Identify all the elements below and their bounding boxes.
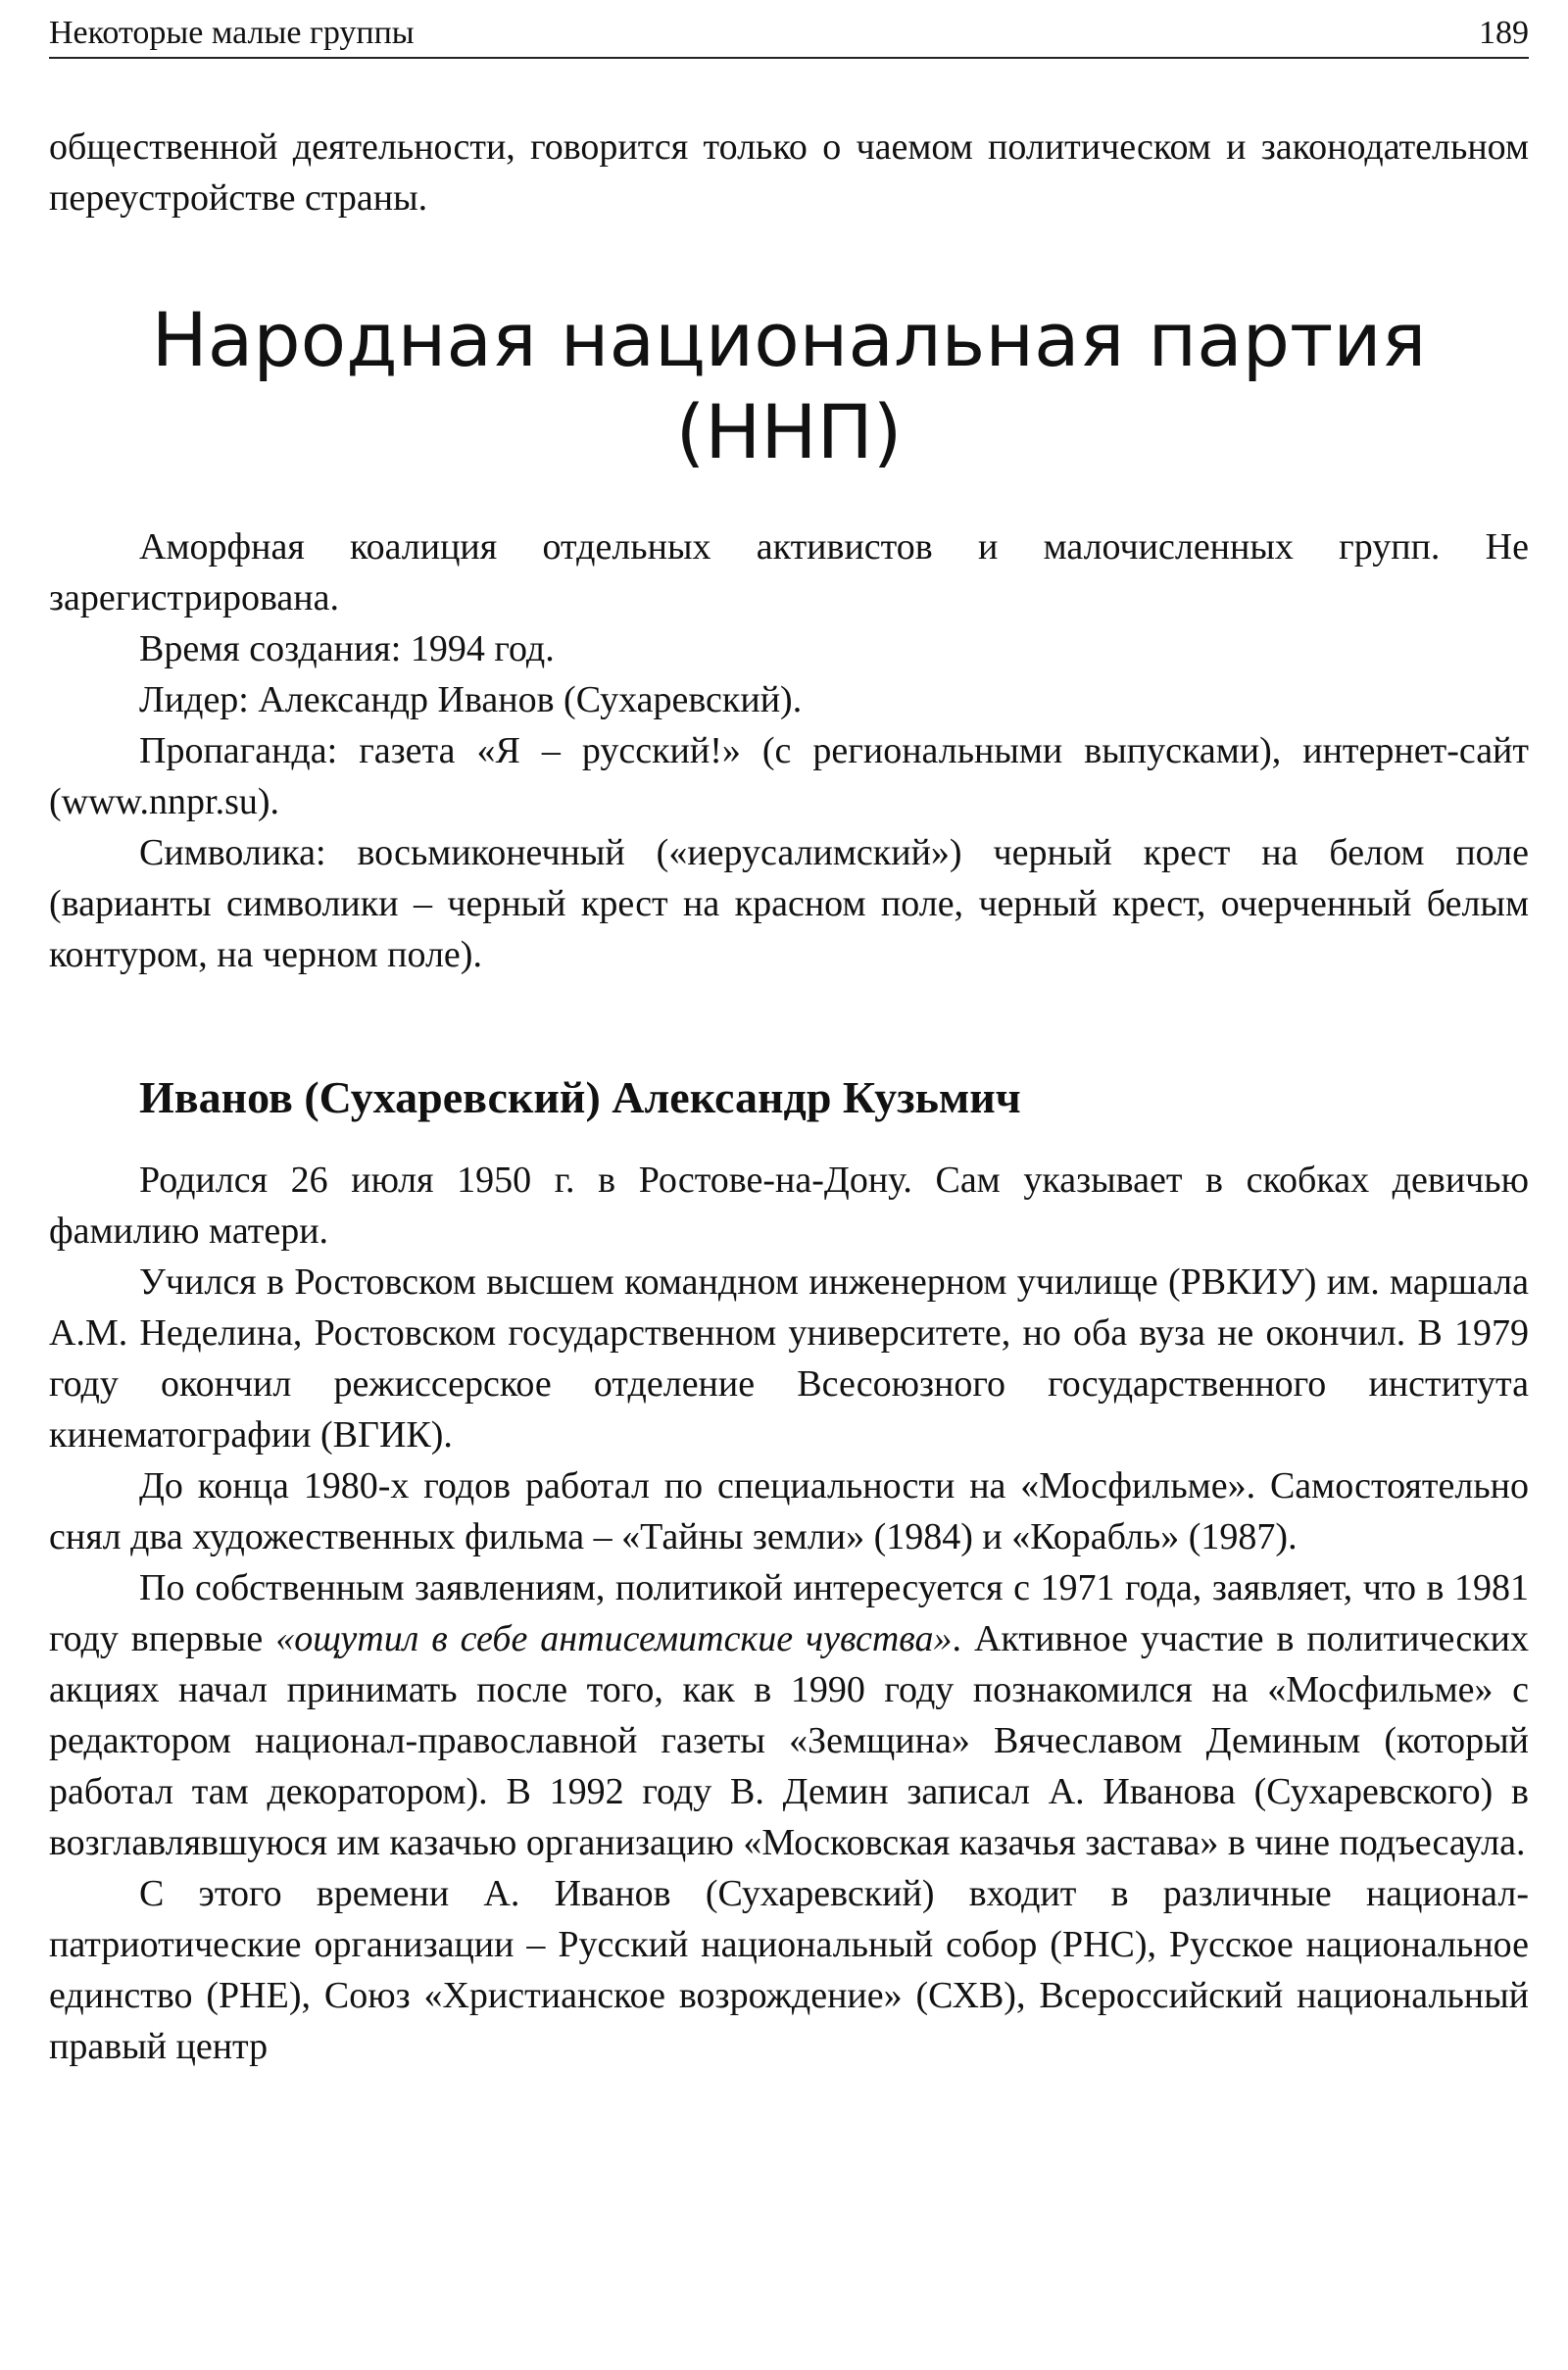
section-title: [49, 294, 1529, 478]
party-paragraph-founded: Время создания: 1994 год.: [139, 628, 555, 669]
party-paragraph-propaganda: Пропаганда: газета «Я – русский!» (с региональными выпусками), интернет-сайт (www.nnpr.su).: [49, 730, 1529, 822]
party-paragraph-symbolism: Символика: восьмиконечный («иерусалимский») черный крест на белом поле (варианты символики – черный крест на красном поле, черный крест, очерченный белым контуром, на черном поле).: [49, 832, 1529, 975]
running-header: [49, 10, 1529, 59]
bio-politics-text-end: . Активное участие в политических акциях начал принимать после того, как в 1990 году познакомился на «Мосфильме» с редактором национал-православной газеты «Земщина» Вячеславом Деминым (который работал там декоратором). В 1992 году В. Демин записал А. Иванова (Сухаревского) в возглавлявшуюся им казачью организацию «Московская казачья застава» в чине подъесаула.: [49, 1618, 1529, 1863]
person-heading: Иванов (Сухаревский) Александр Кузьмич: [139, 1072, 1021, 1122]
running-title: Некоторые малые группы: [49, 15, 415, 51]
intro-paragraph: общественной деятельности, говорится только о чаемом политическом и законодательном переустройстве страны.: [49, 126, 1529, 219]
bio-paragraph-birth: Родился 26 июля 1950 г. в Ростове-на-Дону. Сам указывает в скобках девичью фамилию матери.: [49, 1160, 1529, 1252]
section-title-line1: Народная национальная партия: [151, 296, 1427, 383]
bio-paragraph-organizations: С этого времени А. Иванов (Сухаревский) входит в различные национал-патриотические организации – Русский национальный собор (РНС), Русское национальное единство (РНЕ), Союз «Христианское возрождение» (СХВ), Всероссийский национальный правый центр: [49, 1873, 1529, 2067]
party-paragraph-leader: Лидер: Александр Иванов (Сухаревский).: [139, 679, 803, 720]
biography: [49, 1155, 1529, 2072]
bio-paragraph-career: До конца 1980-х годов работал по специальности на «Мосфильме». Самостоятельно снял два художественных фильма – «Тайны земли» (1984) и «Корабль» (1987).: [49, 1465, 1529, 1557]
section-title-line2: (ННП): [675, 388, 903, 475]
bio-paragraph-education: Учился в Ростовском высшем командном инженерном училище (РВКИУ) им. маршала А.М. Неделина, Ростовском государственном университете, но оба вуза не окончил. В 1979 году окончил режиссерское отделение Всесоюзного государственного института кинематографии (ВГИК).: [49, 1261, 1529, 1456]
bio-politics-text-start: По собственным заявлениям, политикой интересуется с 1971 года, заявляет, что в 1981 году впервые: [49, 1567, 1529, 1659]
bio-politics-quote: «ощутил в себе антисемитские чувства»: [275, 1618, 953, 1659]
party-paragraph-coalition: Аморфная коалиция отдельных активистов и малочисленных групп. Не зарегистрирована.: [49, 526, 1529, 618]
intro-block: [49, 122, 1529, 223]
party-description: [49, 521, 1529, 980]
bio-paragraph-politics: [49, 1562, 1529, 1868]
page-number: 189: [1479, 15, 1529, 51]
